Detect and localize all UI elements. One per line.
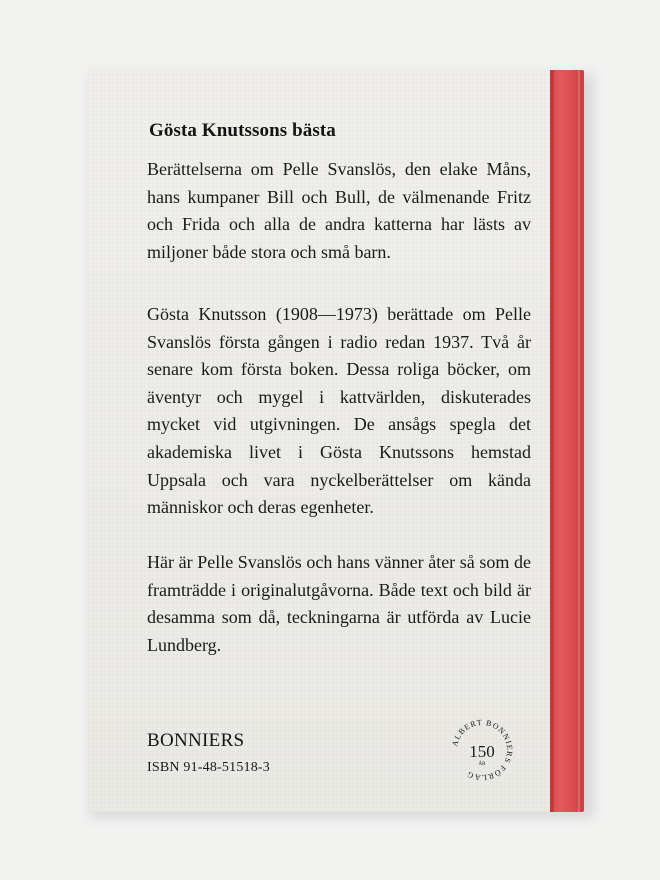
publisher-anniversary-seal (447, 715, 517, 785)
seal-number: 150 (469, 742, 495, 761)
seal-sub: ÅR (478, 762, 486, 767)
isbn-number: ISBN 91-48-51518-3 (147, 760, 270, 775)
book-back-cover (88, 70, 584, 812)
blurb-paragraph-2: Gösta Knutsson (1908—1973) berättade om Pelle Svanslös första gången i radio redan 1937. Två år senare kom första boken. Dessa roliga böcker, om äventyr och mygel i kattvärlden, diskuterades mycket vid utgivningen. De ansågs spegla det akademiska livet i Gösta Knutssons hemstad Uppsala och vara nyckelberättelser om kända människor och deras egenheter. (147, 304, 531, 518)
seal-ring-text: ALBERT BONNIERS FÖRLAG (450, 717, 515, 783)
blurb-paragraph-3: Här är Pelle Svanslös och hans vänner åter så som de framträdde i originalutgåvorna. Både text och bild är desamma som då, teckningarna är utförda av Lucie Lundberg. (147, 552, 531, 655)
book-spine (550, 70, 584, 812)
blurb-paragraph-1: Berättelserna om Pelle Svanslös, den elake Måns, hans kumpaner Bill och Bull, de välmenande Fritz och Frida och alla de andra katterna har lästs av miljoner både stora och små barn. (147, 159, 531, 262)
publisher-name: BONNIERS (147, 730, 245, 751)
book-title: Gösta Knutssons bästa (149, 120, 336, 141)
cover-panel (88, 70, 550, 812)
